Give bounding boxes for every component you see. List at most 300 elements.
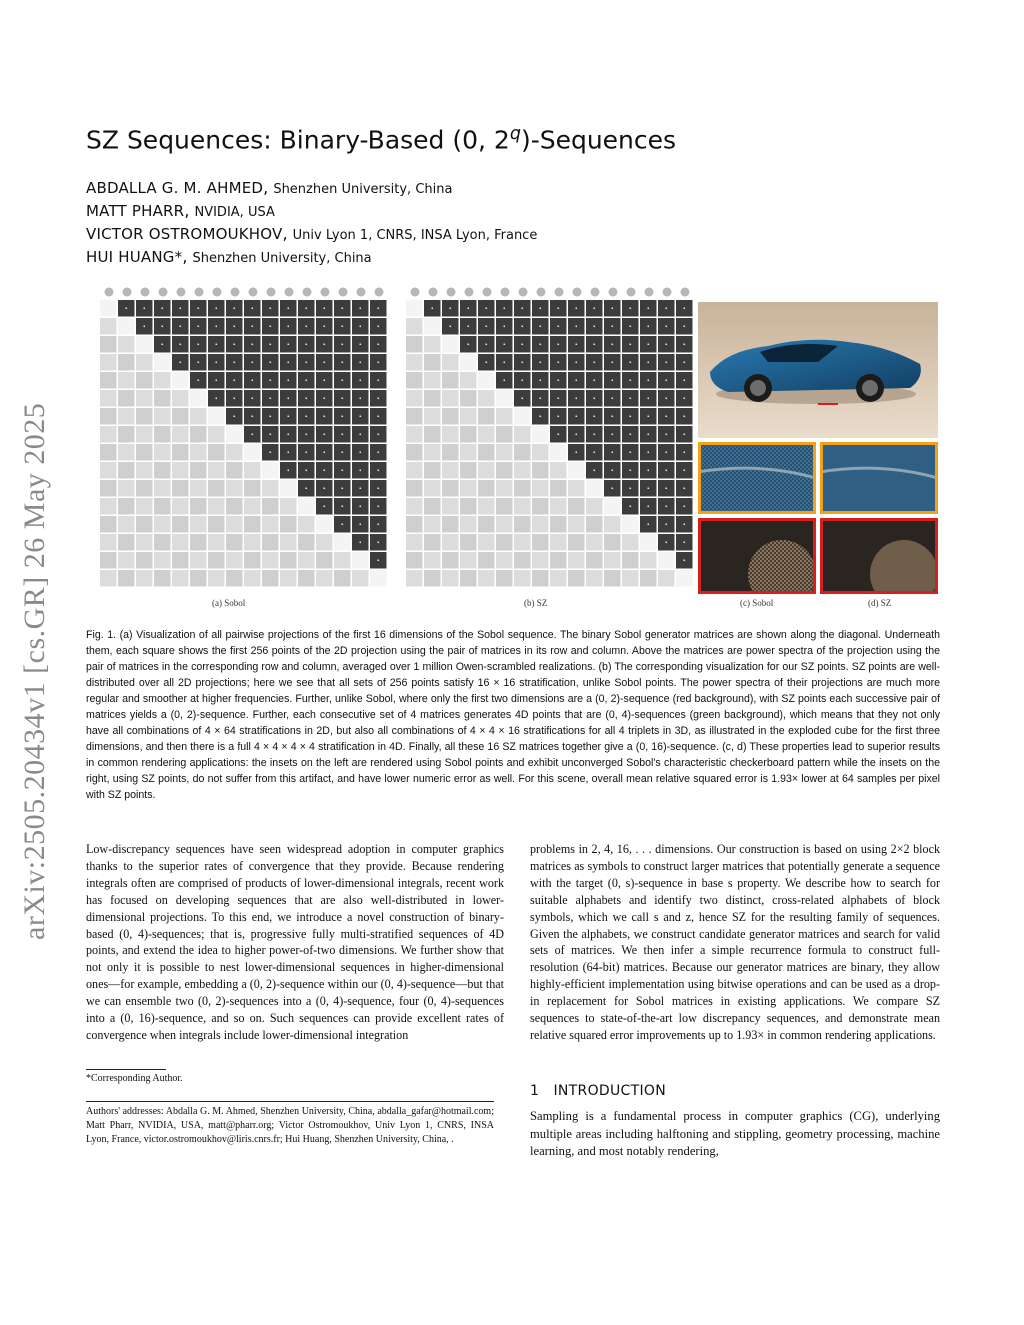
points-cell (136, 534, 153, 551)
spectrum-peak (593, 469, 595, 471)
points-cell (172, 390, 189, 407)
figure-1 (86, 286, 940, 616)
author-affiliation: Shenzhen University, China (192, 251, 372, 266)
cube-thumbnail (195, 288, 204, 297)
spectrum-peak (233, 397, 235, 399)
points-cell (154, 390, 171, 407)
points-cell (496, 552, 513, 569)
spectrum-peak (377, 379, 379, 381)
points-cell (568, 552, 585, 569)
spectrum-peak (215, 379, 217, 381)
points-cell (244, 498, 261, 515)
points-cell (424, 552, 441, 569)
spectrum-peak (665, 307, 667, 309)
spectrum-peak (341, 523, 343, 525)
points-cell (298, 552, 315, 569)
spectrum-peak (593, 343, 595, 345)
intro-paragraph: Sampling is a fundamental process in computer graphics (CG), underlying multiple areas including halftoning and stippling, geometry processing, machine learning, and most notably rendering, (530, 1109, 940, 1158)
spectrum-peak (377, 433, 379, 435)
points-cell (262, 570, 279, 587)
spectrum-peak (305, 307, 307, 309)
spectrum-peak (341, 505, 343, 507)
points-cell (154, 570, 171, 587)
points-cell (154, 480, 171, 497)
spectrum-peak (269, 433, 271, 435)
spectrum-peak (593, 415, 595, 417)
author-name: VICTOR OSTROMOUKHOV (86, 225, 283, 243)
points-cell (424, 390, 441, 407)
spectrum-peak (215, 307, 217, 309)
spectrum-peak (341, 379, 343, 381)
points-cell (172, 534, 189, 551)
spectrum-peak (251, 307, 253, 309)
spectrum-peak (377, 361, 379, 363)
cube-thumbnail (249, 288, 258, 297)
spectrum-peak (557, 397, 559, 399)
spectrum-peak (305, 379, 307, 381)
points-cell (136, 552, 153, 569)
spectrum-peak (305, 361, 307, 363)
points-cell (514, 444, 531, 461)
points-cell (208, 444, 225, 461)
matrix-cell (550, 444, 567, 461)
points-cell (244, 570, 261, 587)
spectrum-peak (611, 325, 613, 327)
points-cell (136, 408, 153, 425)
spectrum-peak (575, 415, 577, 417)
points-cell (118, 534, 135, 551)
spectrum-peak (521, 397, 523, 399)
points-cell (532, 534, 549, 551)
points-cell (550, 552, 567, 569)
spectrum-peak (557, 433, 559, 435)
points-cell (100, 426, 117, 443)
spectrum-peak (539, 307, 541, 309)
spectrum-peak (575, 379, 577, 381)
points-cell (208, 498, 225, 515)
spectrum-peak (323, 469, 325, 471)
points-cell (532, 552, 549, 569)
spectrum-peak (647, 433, 649, 435)
matrix-cell (154, 354, 171, 371)
spectrum-peak (323, 307, 325, 309)
spectrum-peak (161, 307, 163, 309)
spectrum-peak (305, 433, 307, 435)
matrix-cell (460, 354, 477, 371)
author-affiliation: Univ Lyon 1, CNRS, INSA Lyon, France (292, 228, 538, 243)
spectrum-peak (485, 325, 487, 327)
spectrum-peak (593, 325, 595, 327)
cube-thumbnail (573, 288, 582, 297)
author-name: ABDALLA G. M. AHMED (86, 179, 264, 197)
spectrum-peak (539, 379, 541, 381)
spectrum-peak (377, 541, 379, 543)
spectrum-peak (233, 361, 235, 363)
section-heading (530, 1083, 666, 1099)
matrix-cell (586, 480, 603, 497)
spectrum-peak (323, 505, 325, 507)
points-cell (478, 462, 495, 479)
spectrum-peak (593, 433, 595, 435)
spectrum-peak (143, 325, 145, 327)
points-cell (118, 354, 135, 371)
spectrum-peak (377, 469, 379, 471)
points-cell (442, 480, 459, 497)
spectrum-peak (197, 343, 199, 345)
spectrum-peak (539, 343, 541, 345)
points-cell (622, 552, 639, 569)
points-cell (190, 516, 207, 533)
author-2: MATT PHARR, NVIDIA, USA (86, 201, 275, 220)
points-cell (244, 516, 261, 533)
points-cell (262, 552, 279, 569)
inset-sobol-orange (698, 442, 816, 514)
spectrum-peak (593, 361, 595, 363)
spectrum-peak (683, 415, 685, 417)
spectrum-peak (233, 325, 235, 327)
spectrum-peak (287, 379, 289, 381)
spectrum-peak (647, 361, 649, 363)
spectrum-peak (557, 379, 559, 381)
matrix-cell (100, 300, 117, 317)
matrix-cell (406, 300, 423, 317)
points-cell (406, 480, 423, 497)
matrix-cell (424, 318, 441, 335)
points-cell (406, 354, 423, 371)
cube-thumbnail (357, 288, 366, 297)
matrix-cell (514, 408, 531, 425)
spectrum-peak (341, 343, 343, 345)
spectrum-peak (215, 361, 217, 363)
spectrum-peak (287, 415, 289, 417)
spectrum-peak (647, 397, 649, 399)
abstract-left: Low-discrepancy sequences have seen widespread adoption in computer graphics thanks to the superior rates of convergence that they provide. Because rendering integrals often are comprised of products of lower-dimensional integrals, recent work has focused on developing sequences that are also well-distributed in lower-dimensional projections. To this end, we introduce a novel construction of binary-based (0, 4)-sequences; that is, progressive fully multi-stratified sequences of 4D points, and extend the idea to higher power-of-two dimensions. We further show that not only it is possible to nest lower-dimensional sequences in higher-dimensional ones—for example, embedding a (0, 2)-sequence within our (0, 4)-sequence—but that we can ensemble two (0, 2)-sequences into a (0, 4)-sequence, four (0, 4)-sequences into a (0, 16)-sequence, and so on. Such sequences can provide excellent rates of convergence when integrals include lower-dimensional integration (86, 842, 504, 1042)
matrix-cell (190, 390, 207, 407)
matrix-cell (604, 498, 621, 515)
spectrum-peak (269, 397, 271, 399)
spectrum-peak (161, 343, 163, 345)
matrix-cell (442, 336, 459, 353)
spectrum-peak (287, 451, 289, 453)
points-cell (154, 408, 171, 425)
spectrum-peak (341, 469, 343, 471)
points-cell (406, 444, 423, 461)
spectrum-peak (287, 343, 289, 345)
spectrum-peak (575, 325, 577, 327)
points-cell (190, 498, 207, 515)
points-cell (514, 570, 531, 587)
points-cell (622, 570, 639, 587)
matrix-cell (622, 516, 639, 533)
spectrum-peak (359, 343, 361, 345)
points-cell (424, 498, 441, 515)
points-cell (496, 408, 513, 425)
matrix-cell (298, 498, 315, 515)
points-cell (190, 570, 207, 587)
spectrum-peak (287, 397, 289, 399)
points-cell (208, 480, 225, 497)
points-cell (496, 570, 513, 587)
cube-thumbnail (501, 288, 510, 297)
points-cell (172, 570, 189, 587)
points-cell (316, 570, 333, 587)
points-cell (406, 408, 423, 425)
spectrum-peak (269, 343, 271, 345)
spectrum-peak (647, 379, 649, 381)
cube-thumbnail (285, 288, 294, 297)
spectrum-peak (665, 397, 667, 399)
points-cell (442, 552, 459, 569)
matrix-cell (316, 516, 333, 533)
spectrum-peak (539, 325, 541, 327)
points-cell (208, 570, 225, 587)
points-cell (262, 516, 279, 533)
spectrum-peak (233, 415, 235, 417)
points-cell (424, 534, 441, 551)
points-cell (550, 480, 567, 497)
spectrum-peak (233, 307, 235, 309)
matrix-cell (370, 570, 387, 587)
points-cell (460, 444, 477, 461)
points-cell (406, 498, 423, 515)
points-cell (442, 516, 459, 533)
spectrum-peak (377, 451, 379, 453)
spectrum-peak (485, 343, 487, 345)
cube-thumbnail (483, 288, 492, 297)
points-cell (334, 552, 351, 569)
spectrum-peak (341, 397, 343, 399)
spectrum-peak (629, 307, 631, 309)
points-cell (118, 480, 135, 497)
spectrum-peak (269, 361, 271, 363)
spectrum-peak (611, 397, 613, 399)
points-cell (226, 552, 243, 569)
points-cell (568, 534, 585, 551)
footnote: *Corresponding Author. (86, 1073, 183, 1084)
points-cell (514, 426, 531, 443)
points-cell (406, 552, 423, 569)
spectrum-peak (269, 451, 271, 453)
spectrum-peak (179, 343, 181, 345)
spectrum-peak (629, 415, 631, 417)
points-cell (190, 552, 207, 569)
spectrum-peak (305, 451, 307, 453)
points-cell (550, 534, 567, 551)
points-cell (442, 408, 459, 425)
points-cell (280, 570, 297, 587)
points-cell (172, 444, 189, 461)
points-cell (478, 426, 495, 443)
points-cell (118, 570, 135, 587)
points-cell (136, 354, 153, 371)
spectrum-peak (575, 433, 577, 435)
points-cell (100, 552, 117, 569)
spectrum-peak (305, 343, 307, 345)
spectrum-peak (539, 397, 541, 399)
spectrum-peak (359, 415, 361, 417)
spectrum-peak (503, 379, 505, 381)
points-cell (424, 480, 441, 497)
spectrum-peak (251, 397, 253, 399)
points-cell (298, 534, 315, 551)
spectrum-peak (287, 361, 289, 363)
section-number: 1 (530, 1083, 540, 1099)
matrix-cell (136, 336, 153, 353)
points-cell (298, 516, 315, 533)
points-cell (136, 570, 153, 587)
cube-thumbnail (231, 288, 240, 297)
points-cell (316, 552, 333, 569)
cube-thumbnail (591, 288, 600, 297)
author-addresses: Authors' addresses: Abdalla G. M. Ahmed, Shenzhen University, China, abdalla_gafar@hotmail.com; Matt Pharr, NVIDIA, USA, matt@pharr.org; Victor Ostromoukhov, Univ Lyon 1, CNRS, INSA Lyon, France, victor.ostromoukhov@liris.cnrs.fr; Hui Huang, Shenzhen University, China, . (86, 1106, 494, 1145)
spectrum-peak (485, 361, 487, 363)
points-cell (532, 462, 549, 479)
spectrum-peak (287, 307, 289, 309)
spectrum-peak (683, 505, 685, 507)
spectrum-peak (665, 343, 667, 345)
matrix-cell (676, 570, 693, 587)
spectrum-peak (359, 523, 361, 525)
author-affiliation: NVIDIA, USA (194, 205, 275, 220)
points-cell (280, 534, 297, 551)
spectrum-peak (449, 307, 451, 309)
spectrum-peak (197, 307, 199, 309)
cube-thumbnail (681, 288, 690, 297)
points-cell (442, 498, 459, 515)
spectrum-peak (629, 469, 631, 471)
cube-thumbnail (321, 288, 330, 297)
points-cell (460, 408, 477, 425)
spectrum-peak (665, 523, 667, 525)
cube-thumbnail (663, 288, 672, 297)
inset-sobol-red (698, 518, 816, 594)
points-cell (280, 516, 297, 533)
points-cell (190, 480, 207, 497)
points-cell (568, 570, 585, 587)
points-cell (208, 534, 225, 551)
spectrum-peak (683, 397, 685, 399)
spectrum-peak (467, 325, 469, 327)
spectrum-peak (575, 307, 577, 309)
points-cell (190, 444, 207, 461)
points-cell (262, 534, 279, 551)
points-cell (604, 534, 621, 551)
points-cell (136, 462, 153, 479)
points-cell (100, 444, 117, 461)
spectrum-peak (647, 505, 649, 507)
points-cell (118, 444, 135, 461)
matrix-cell (532, 426, 549, 443)
points-cell (604, 552, 621, 569)
points-cell (244, 534, 261, 551)
points-cell (172, 516, 189, 533)
spectrum-peak (359, 361, 361, 363)
points-cell (406, 390, 423, 407)
spectrum-peak (377, 307, 379, 309)
spectrum-peak (287, 469, 289, 471)
spectrum-peak (647, 325, 649, 327)
spectrum-peak (341, 307, 343, 309)
points-cell (100, 408, 117, 425)
spectrum-peak (251, 325, 253, 327)
spectrum-peak (341, 325, 343, 327)
author-4: HUI HUANG*, Shenzhen University, China (86, 247, 372, 266)
cube-thumbnail (303, 288, 312, 297)
spectrum-peak (503, 361, 505, 363)
cube-thumbnail (177, 288, 186, 297)
points-cell (550, 462, 567, 479)
points-cell (478, 408, 495, 425)
spectrum-peak (557, 415, 559, 417)
points-cell (244, 480, 261, 497)
spectrum-peak (233, 379, 235, 381)
spectrum-peak (629, 361, 631, 363)
points-cell (118, 498, 135, 515)
points-cell (100, 516, 117, 533)
points-cell (478, 516, 495, 533)
spectrum-peak (683, 487, 685, 489)
spectrum-peak (341, 487, 343, 489)
spectrum-peak (575, 343, 577, 345)
spectrum-peak (197, 361, 199, 363)
points-cell (136, 426, 153, 443)
spectrum-peak (611, 487, 613, 489)
points-cell (118, 516, 135, 533)
spectrum-peak (269, 379, 271, 381)
spectrum-peak (629, 343, 631, 345)
spectrum-peak (647, 415, 649, 417)
cube-thumbnail (105, 288, 114, 297)
abstract-right: problems in 2, 4, 16, . . . dimensions. Our construction is based on using 2×2 block matrices as symbols to construct larger matrices that potentially generate a sequence with the target (0, s)-sequence in base s property. We describe how to search for suitable alphabets and identify two distinct, cross-related alphabets of block symbols, which we call s and z, hence SZ for the resulting family of sequences. Given the alphabets, we construct candidate generator matrices and search for valid sets of matrices. We then infer a simple recurrence formula to construct full-resolution (64-bit) matrices. Because our generator matrices are binary, they allow highly-efficient implementation using bitwise operations and can be used as a drop-in replacement for Sobol matrices in existing applications. We compare SZ sequences to state-of-the-art low discrepancy sequences, and demonstrate mean relative squared error improvements up to 1.93× in common rendering applications. (530, 842, 940, 1042)
cube-thumbnail (537, 288, 546, 297)
spectrum-peak (575, 397, 577, 399)
spectrum-peak (305, 397, 307, 399)
points-cell (136, 516, 153, 533)
points-cell (550, 516, 567, 533)
points-cell (262, 480, 279, 497)
points-cell (154, 462, 171, 479)
points-cell (532, 516, 549, 533)
spectrum-peak (611, 307, 613, 309)
points-cell (190, 408, 207, 425)
points-cell (640, 570, 657, 587)
spectrum-peak (197, 379, 199, 381)
spectrum-peak (503, 325, 505, 327)
cube-thumbnail (447, 288, 456, 297)
points-cell (424, 444, 441, 461)
points-cell (424, 408, 441, 425)
spectrum-peak (377, 559, 379, 561)
points-cell (640, 552, 657, 569)
spectrum-peak (503, 307, 505, 309)
spectrum-peak (323, 379, 325, 381)
spectrum-peak (323, 487, 325, 489)
points-cell (478, 534, 495, 551)
matrix-cell (658, 552, 675, 569)
points-cell (604, 516, 621, 533)
cube-thumbnail (519, 288, 528, 297)
spectrum-peak (377, 397, 379, 399)
spectrum-peak (251, 433, 253, 435)
points-cell (532, 444, 549, 461)
points-cell (190, 534, 207, 551)
spectrum-peak (539, 361, 541, 363)
points-cell (190, 426, 207, 443)
points-cell (154, 444, 171, 461)
spectrum-peak (611, 433, 613, 435)
spectrum-peak (665, 433, 667, 435)
spectrum-peak (359, 541, 361, 543)
